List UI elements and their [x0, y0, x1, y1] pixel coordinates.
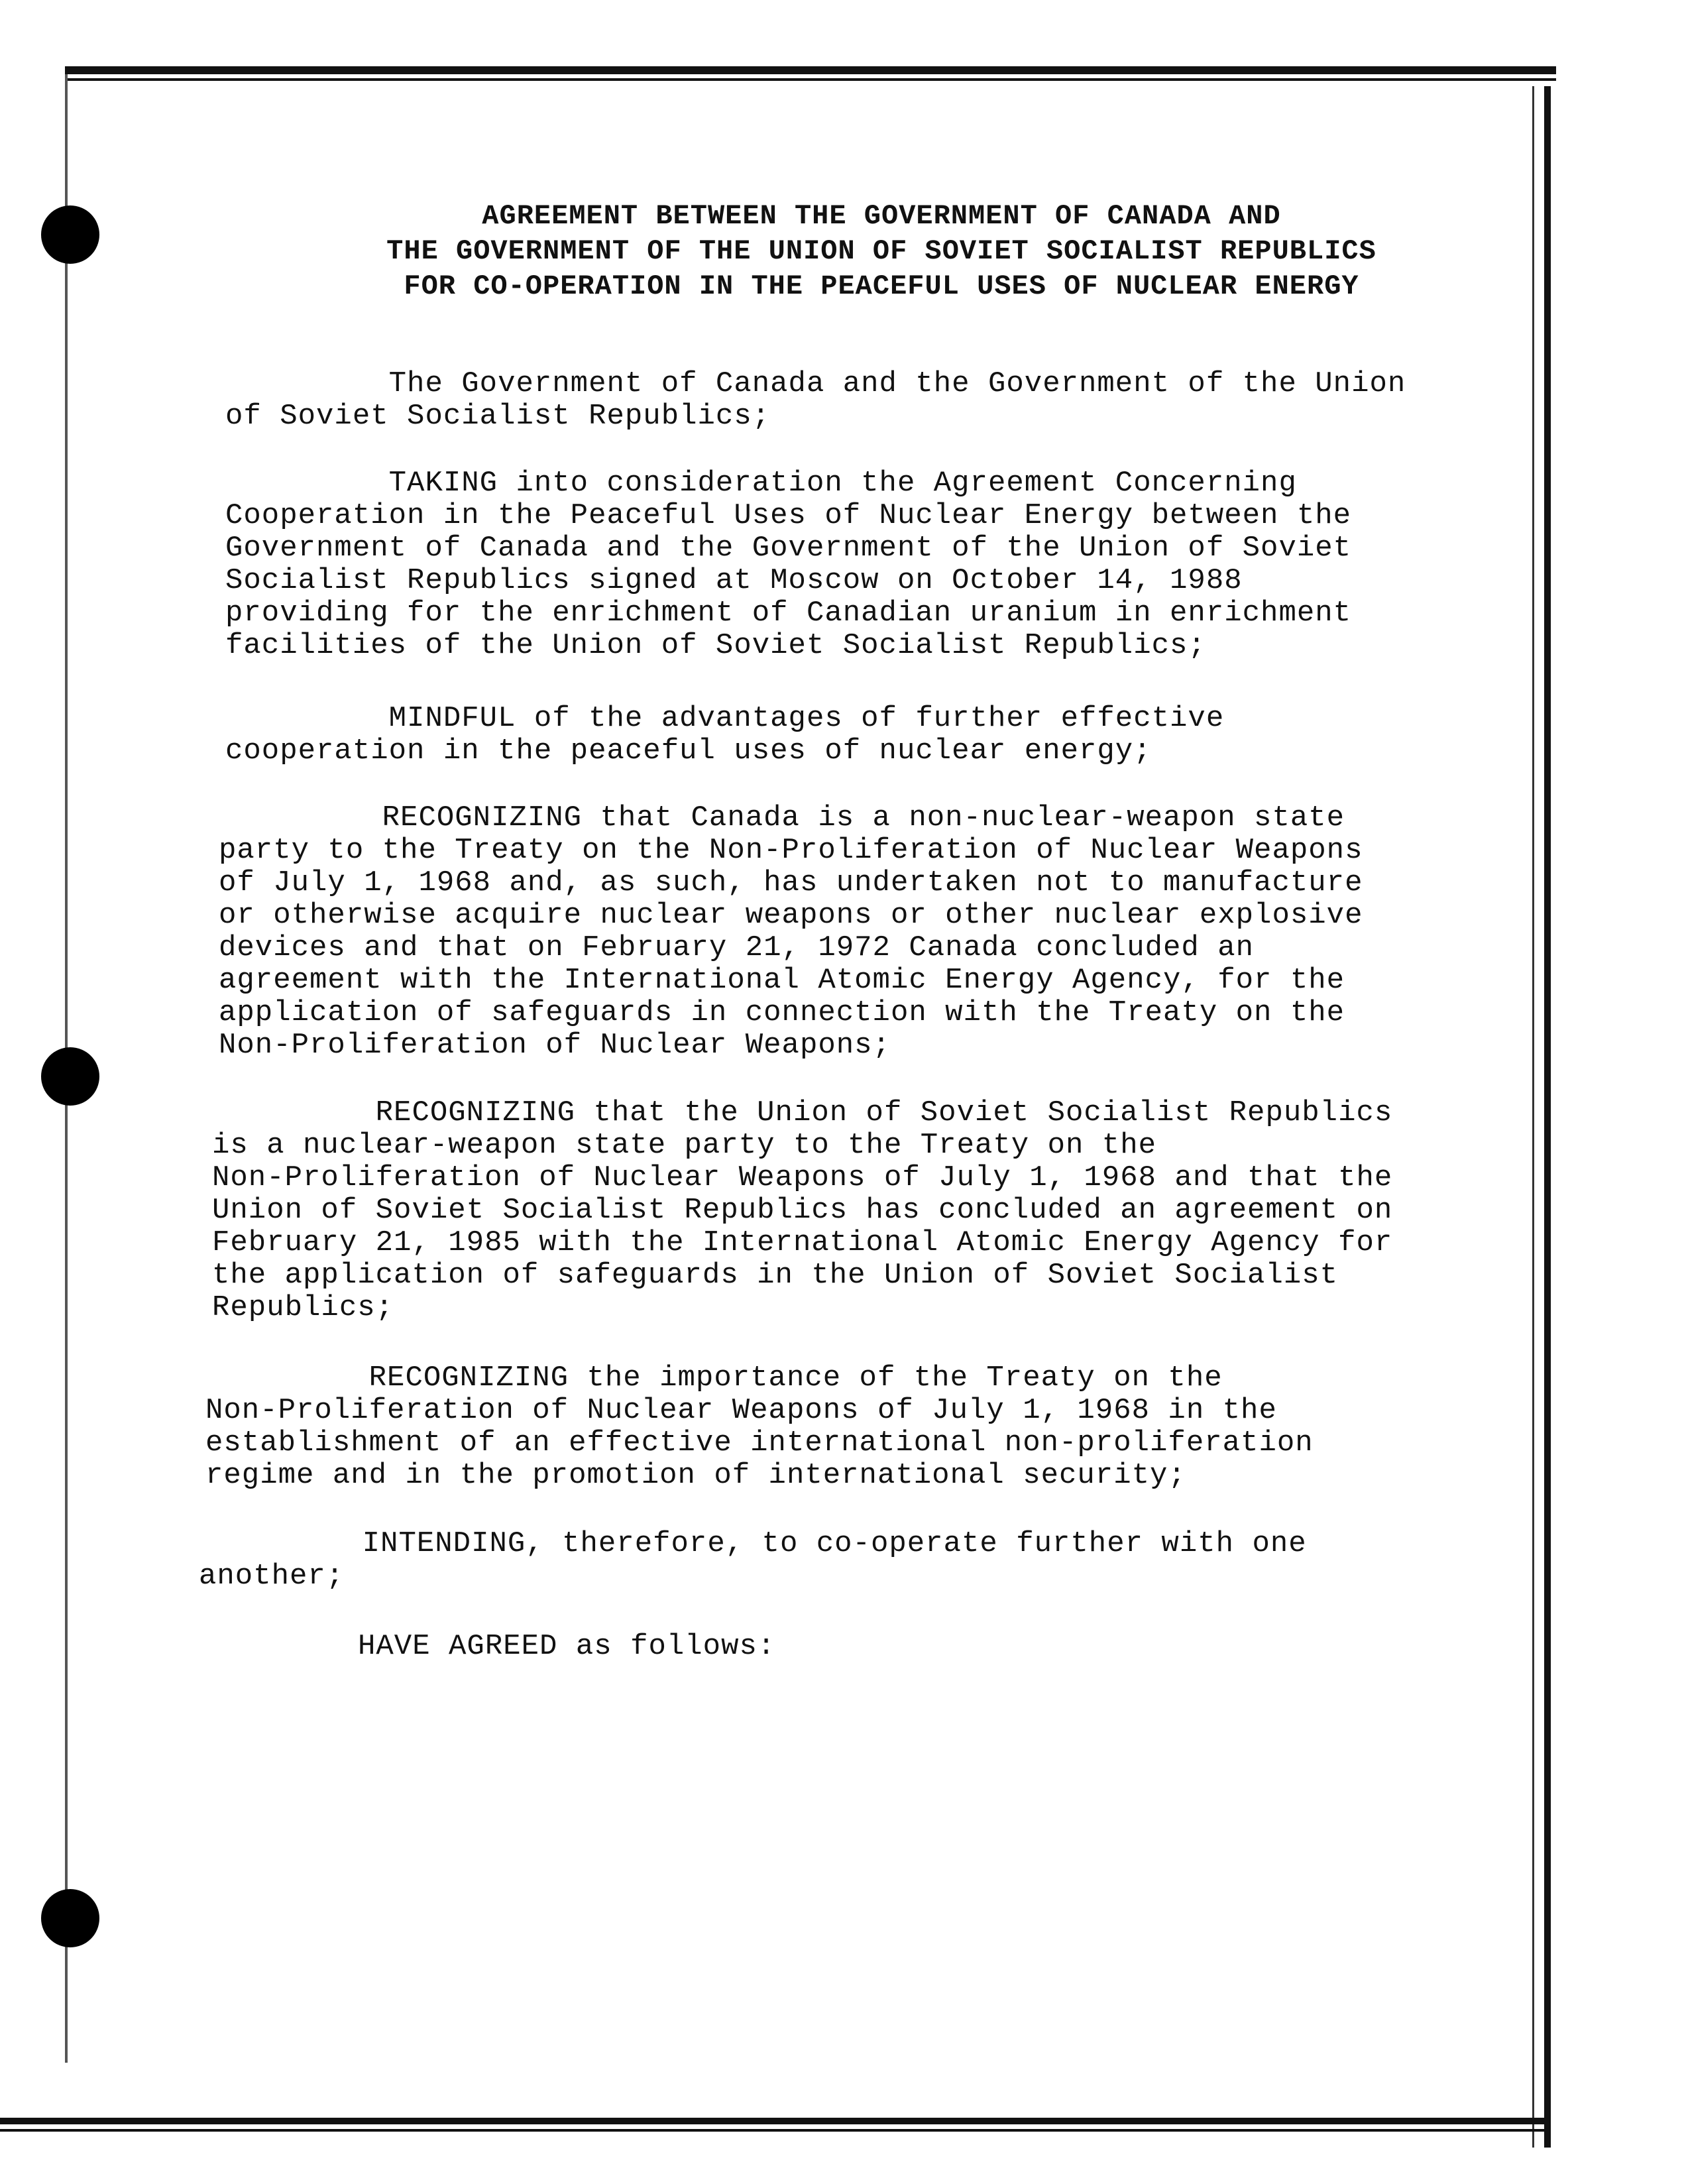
title-line: FOR CO-OPERATION IN THE PEACEFUL USES OF NUCLEAR ENERGY: [404, 270, 1359, 302]
punch-hole: [41, 205, 99, 264]
page-border-bottom-inner: [0, 2129, 1544, 2132]
punch-hole: [41, 1047, 99, 1106]
preamble-paragraph: RECOGNIZING the importance of the Treaty on the Non-Proliferation of Nuclear Weapons of July 1, 1968 in the establishment of an effective international non-proliferation regime and in the promotion of international security;: [205, 1361, 1314, 1492]
preamble-paragraph: The Government of Canada and the Government of the Union of Soviet Socialist Republics;: [225, 367, 1406, 433]
agreed-clause: HAVE AGREED as follows:: [358, 1630, 776, 1663]
title-line: THE GOVERNMENT OF THE UNION OF SOVIET SOCIALIST REPUBLICS: [386, 235, 1376, 267]
page-border-right: [1544, 86, 1551, 2148]
title-line: AGREEMENT BETWEEN THE GOVERNMENT OF CANADA AND: [482, 200, 1281, 232]
preamble-paragraph: MINDFUL of the advantages of further effective cooperation in the peaceful uses of nuclear energy;: [225, 702, 1225, 768]
punch-hole: [41, 1889, 99, 1947]
preamble-paragraph: TAKING into consideration the Agreement Concerning Cooperation in the Peaceful Uses of Nuclear Energy between the Government of Canada and the Government of the Union of Soviet Socialist Republics signed at Moscow on October 14, 1988 providing for the enrichment of Canadian uranium in enrichment facilities of the Union of Soviet Socialist Republics;: [225, 467, 1352, 662]
page-border-top-inner: [65, 78, 1556, 81]
page-border-bottom: [0, 2118, 1544, 2124]
preamble-paragraph: RECOGNIZING that Canada is a non-nuclear-weapon state party to the Treaty on the Non-Proliferation of Nuclear Weapons of July 1, 1968 and, as such, has undertaken not to manufacture or otherwise acquire nuclear weapons or other nuclear explosive devices and that on February 21, 1972 Canada concluded an agreement with the International Atomic Energy Agency, for the application of safeguards in connection with the Treaty on the Non-Proliferation of Nuclear Weapons;: [219, 801, 1363, 1062]
preamble-paragraph: RECOGNIZING that the Union of Soviet Socialist Republics is a nuclear-weapon state party to the Treaty on the Non-Proliferation of Nuclear Weapons of July 1, 1968 and that the Union of Soviet Socialist Republics has concluded an agreement on February 21, 1985 with the International Atomic Energy Agency for the application of safeguards in the Union of Soviet Socialist Republics;: [212, 1096, 1393, 1324]
preamble-paragraph: INTENDING, therefore, to co-operate further with one another;: [199, 1527, 1307, 1593]
page-border-right-inner: [1532, 86, 1534, 2148]
page-border-top: [65, 66, 1556, 74]
document-title: [252, 199, 1511, 304]
